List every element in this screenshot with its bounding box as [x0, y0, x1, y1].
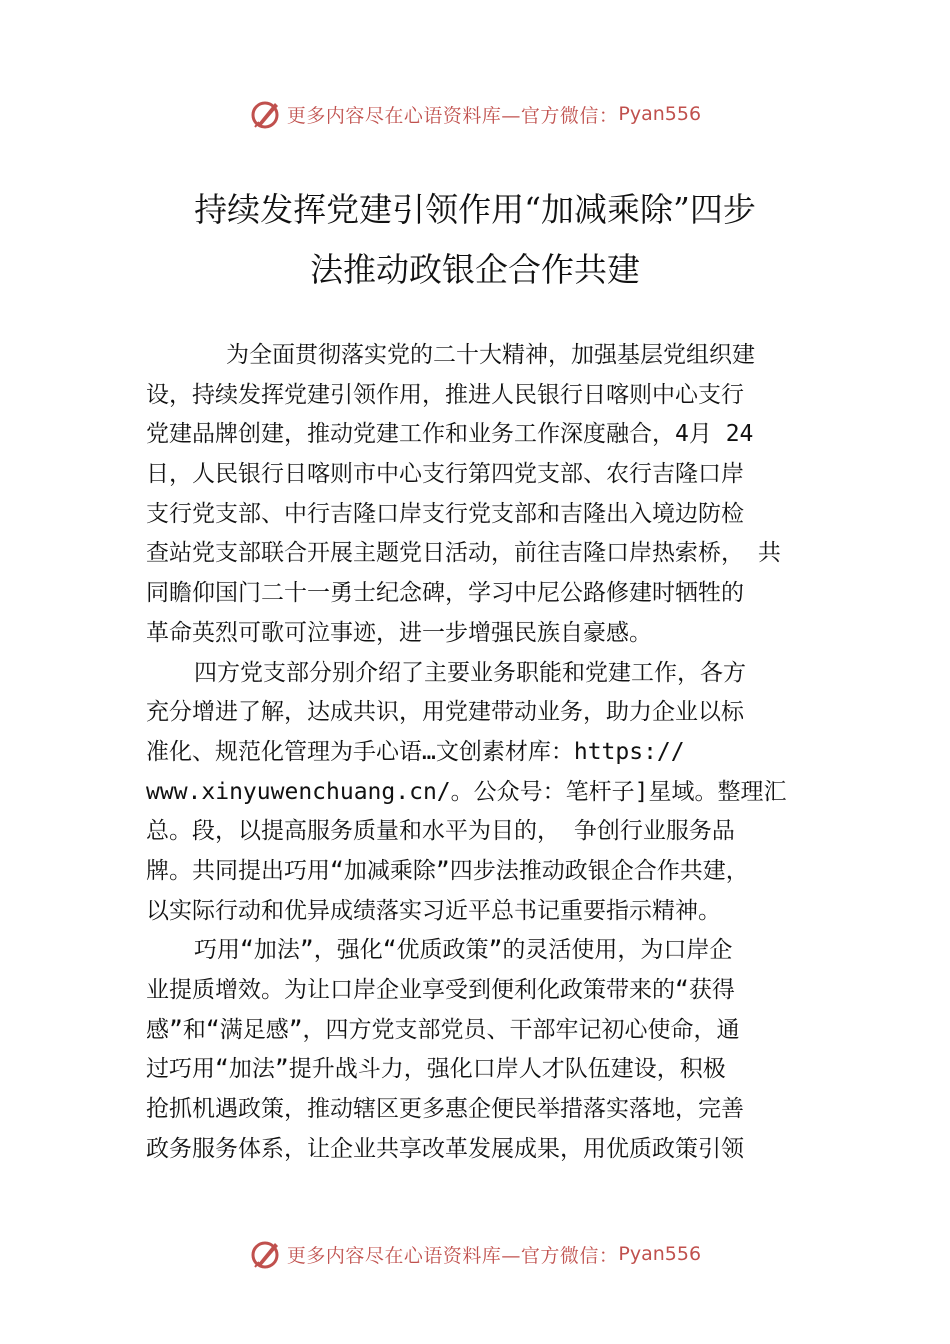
body-line: 查站党支部联合开展主题党日活动，前往吉隆口岸热索桥， 共 — [146, 540, 781, 567]
body-line: 准化、规范化管理为手心语…文创素材库：https:// — [146, 738, 685, 765]
body-line: 感”和“满足感”，四方党支部党员、干部牢记初心使命，通 — [146, 1016, 740, 1043]
title-line-2: 法推动政银企合作共建 — [310, 250, 640, 289]
document-body — [146, 336, 816, 1169]
footer-banner — [0, 1234, 950, 1274]
body-line: 业提质增效。为让口岸企业享受到便利化政策带来的“获得 — [146, 977, 735, 1003]
header-wechat-id: Pyan556 — [618, 103, 702, 125]
document-title — [100, 180, 850, 300]
body-line: 政务服务体系，让企业共享改革发展成果，用优质政策引领 — [146, 1135, 744, 1162]
body-line: 过巧用“加法”提升战斗力，强化口岸人才队伍建设，积极 — [146, 1056, 726, 1083]
body-line: 同瞻仰国门二十一勇士纪念碑，学习中尼公路修建时牺牲的 — [146, 580, 744, 607]
body-line: 总。段，以提高服务质量和水平为目的， 争创行业服务品 — [146, 818, 735, 845]
body-line: 革命英烈可歌可泣事迹，进一步增强民族自豪感。 — [146, 619, 652, 646]
body-line: 充分增进了解，达成共识，用党建带动业务，助力企业以标 — [146, 699, 744, 726]
footer-wechat-id: Pyan556 — [618, 1243, 702, 1265]
body-line: 党建品牌创建，推动党建工作和业务工作深度融合，4月 24 — [146, 421, 754, 448]
body-line: 四方党支部分别介绍了主要业务职能和党建工作，各方 — [194, 659, 746, 686]
quill-logo-icon — [249, 97, 283, 131]
body-line: 设，持续发挥党建引领作用，推进人民银行日喀则中心支行 — [146, 381, 744, 408]
title-line-1: 持续发挥党建引领作用“加减乘除”四步 — [194, 190, 756, 229]
body-line: 牌。共同提出巧用“加减乘除”四步法推动政银企合作共建， — [146, 857, 749, 884]
body-line: 抢抓机遇政策，推动辖区更多惠企便民举措落实落地，完善 — [146, 1096, 744, 1123]
body-line: 为全面贯彻落实党的二十大精神，加强基层党组织建 — [226, 342, 755, 368]
body-line: 巧用“加法”，强化“优质政策”的灵活使用，为口岸企 — [194, 937, 733, 964]
footer-banner-text: 更多内容尽在心语资料库—官方微信： — [286, 1244, 619, 1267]
body-line: 日，人民银行日喀则市中心支行第四党支部、农行吉隆口岸 — [146, 461, 744, 488]
body-line: 支行党支部、中行吉隆口岸支行党支部和吉隆出入境边防检 — [146, 500, 744, 527]
body-line: www.xinyuwenchuang.cn/。公众号：笔杆子]星域。整理汇 — [146, 778, 787, 805]
quill-logo-icon — [249, 1237, 283, 1271]
header-banner — [0, 94, 950, 134]
body-line: 以实际行动和优异成绩落实习近平总书记重要指示精神。 — [146, 897, 721, 924]
header-banner-text: 更多内容尽在心语资料库—官方微信： — [286, 104, 619, 127]
